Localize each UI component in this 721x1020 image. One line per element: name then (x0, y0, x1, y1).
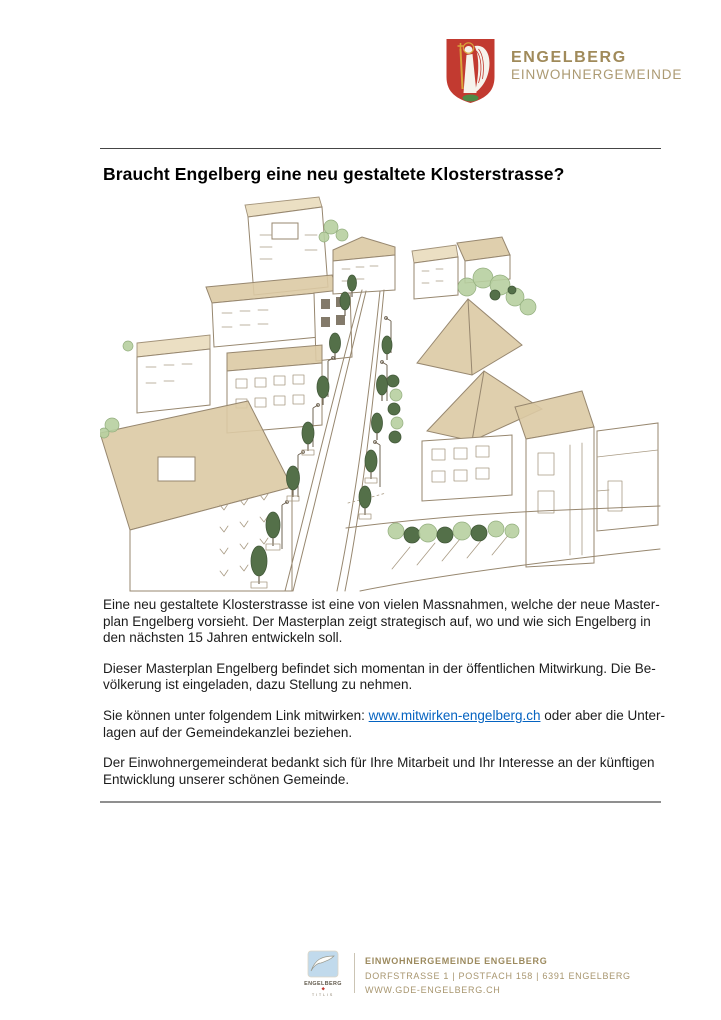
header-brand-text (511, 37, 682, 83)
coat-of-arms-icon (443, 37, 498, 105)
footer-org-line: EINWOHNERGEMEINDE ENGELBERG (365, 956, 548, 966)
street-illustration (100, 194, 661, 592)
top-rule (100, 148, 661, 149)
svg-text:ENGELBERG: ENGELBERG (304, 981, 342, 987)
header-brand (443, 37, 682, 105)
footer-address-line: DORFSTRASSE 1 | POSTFACH 158 | 6391 ENGELBERG (365, 970, 631, 981)
mitwirken-link[interactable]: www.mitwirken-engelberg.ch (368, 707, 541, 723)
footer-text (365, 950, 631, 998)
page-title: Braucht Engelberg eine neu gestaltete Klosterstrasse? (103, 163, 565, 184)
footer (300, 950, 631, 1005)
org-name: ENGELBERG (511, 49, 627, 66)
paragraph-mitwirkung: Dieser Masterplan Engelberg befindet sich momentan in der öffentlichen Mitwirkung. Die Be- völkerung ist eingeladen, dazu Stellung zu nehmen. (103, 660, 656, 693)
article-body (103, 597, 683, 802)
paragraph-masterplan: Eine neu gestaltete Klosterstrasse ist eine von vielen Massnahmen, welche der neue Master- plan Engelberg vorsieht. Der Masterplan zeigt strategisch auf, wo und wie sich Engelberg in den nächsten 15 Jahren entwickeln soll. (103, 597, 660, 646)
org-type: EINWOHNERGEMEINDE (511, 67, 683, 82)
bottom-rule (100, 801, 661, 803)
footer-website-link[interactable]: WWW.GDE-ENGELBERG.CH (365, 985, 501, 995)
link-suffix-text: oder aber die Unter- (540, 707, 666, 723)
footer-divider (354, 953, 355, 993)
titlis-logo (300, 950, 346, 1005)
link-prefix-text: Sie können unter folgendem Link mitwirken: (103, 707, 369, 723)
svg-text:TITLIS: TITLIS (311, 993, 335, 997)
paragraph-dank: Der Einwohnergemeinderat bedankt sich für Ihre Mitarbeit und Ihr Interesse an der künftigen Entwicklung unserer schönen Gemeinde. (103, 755, 655, 787)
titlis-mountain-icon (300, 950, 346, 1000)
paragraph-link: Sie können unter folgendem Link mitwirken: www.mitwirken-engelberg.ch oder aber die Unter- lagen auf der Gemeindekanzlei beziehen. (103, 707, 666, 740)
